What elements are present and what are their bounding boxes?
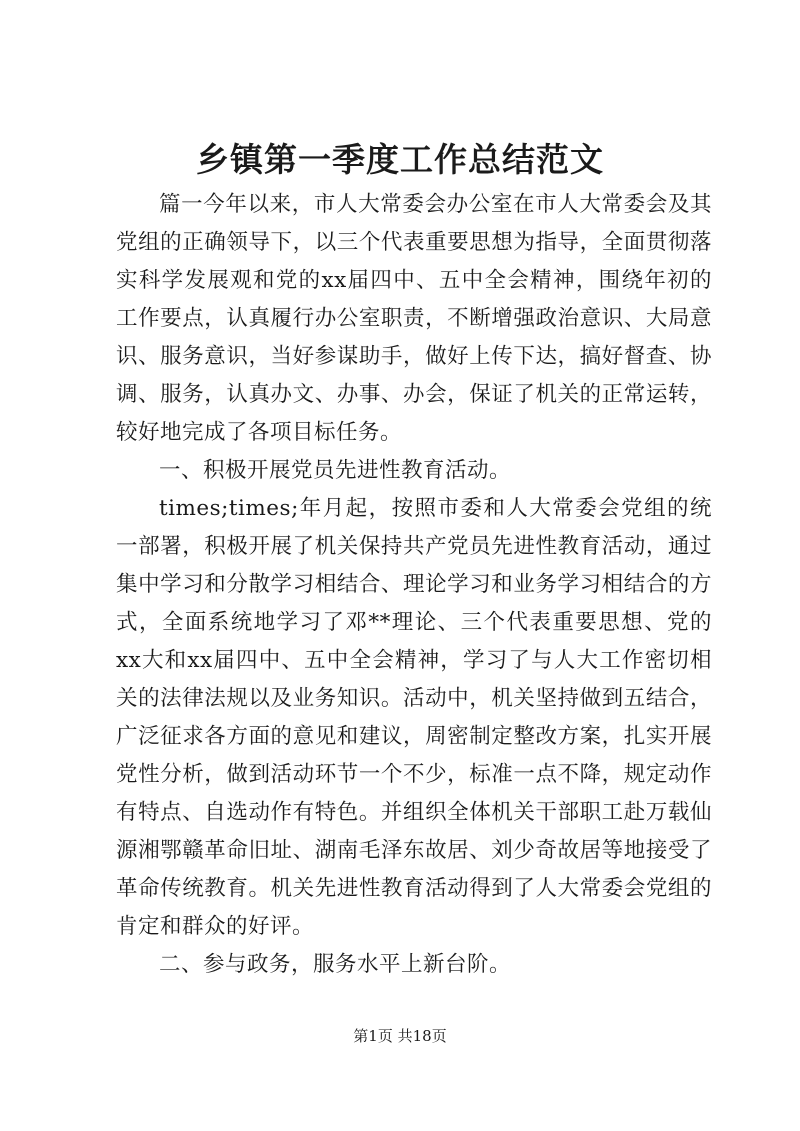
document-body	[116, 186, 712, 984]
document-title: 乡镇第一季度工作总结范文	[196, 140, 604, 179]
paragraph-intro: 篇一今年以来，市人大常委会办公室在市人大常委会及其党组的正确领导下，以三个代表重要思想为指导，全面贯彻落实科学发展观和党的xx届四中、五中全会精神，围绕年初的工作要点，认真履行办公室职责，不断增强政治意识、大局意识、服务意识，当好参谋助手，做好上传下达，搞好督查、协调、服务，认真办文、办事、办会，保证了机关的正常运转，较好地完成了各项目标任务。	[116, 192, 712, 445]
section-heading-1: 一、积极开展党员先进性教育活动。	[159, 458, 512, 483]
paragraph-section-1: times;times;年月起，按照市委和人大常委会党组的统一部署，积极开展了机关保持共产党员先进性教育活动，通过集中学习和分散学习相结合、理论学习和业务学习相结合的方式，全面系统地学习了邓**理论、三个代表重要思想、党的xx大和xx届四中、五中全会精神，学习了与人大工作密切相关的法律法规以及业务知识。活动中，机关坚持做到五结合，广泛征求各方面的意见和建议，周密制定整改方案，扎实开展党性分析，做到活动环节一个不少，标准一点不降，规定动作有特点、自选动作有特色。并组织全体机关干部职工赴万载仙源湘鄂赣革命旧址、湖南毛泽东故居、刘少奇故居等地接受了革命传统教育。机关先进性教育活动得到了人大常委会党组的肯定和群众的好评。	[116, 496, 712, 939]
section-heading-2: 二、参与政务，服务水平上新台阶。	[159, 952, 512, 977]
page-number-footer: 第1页 共18页	[353, 1027, 447, 1045]
